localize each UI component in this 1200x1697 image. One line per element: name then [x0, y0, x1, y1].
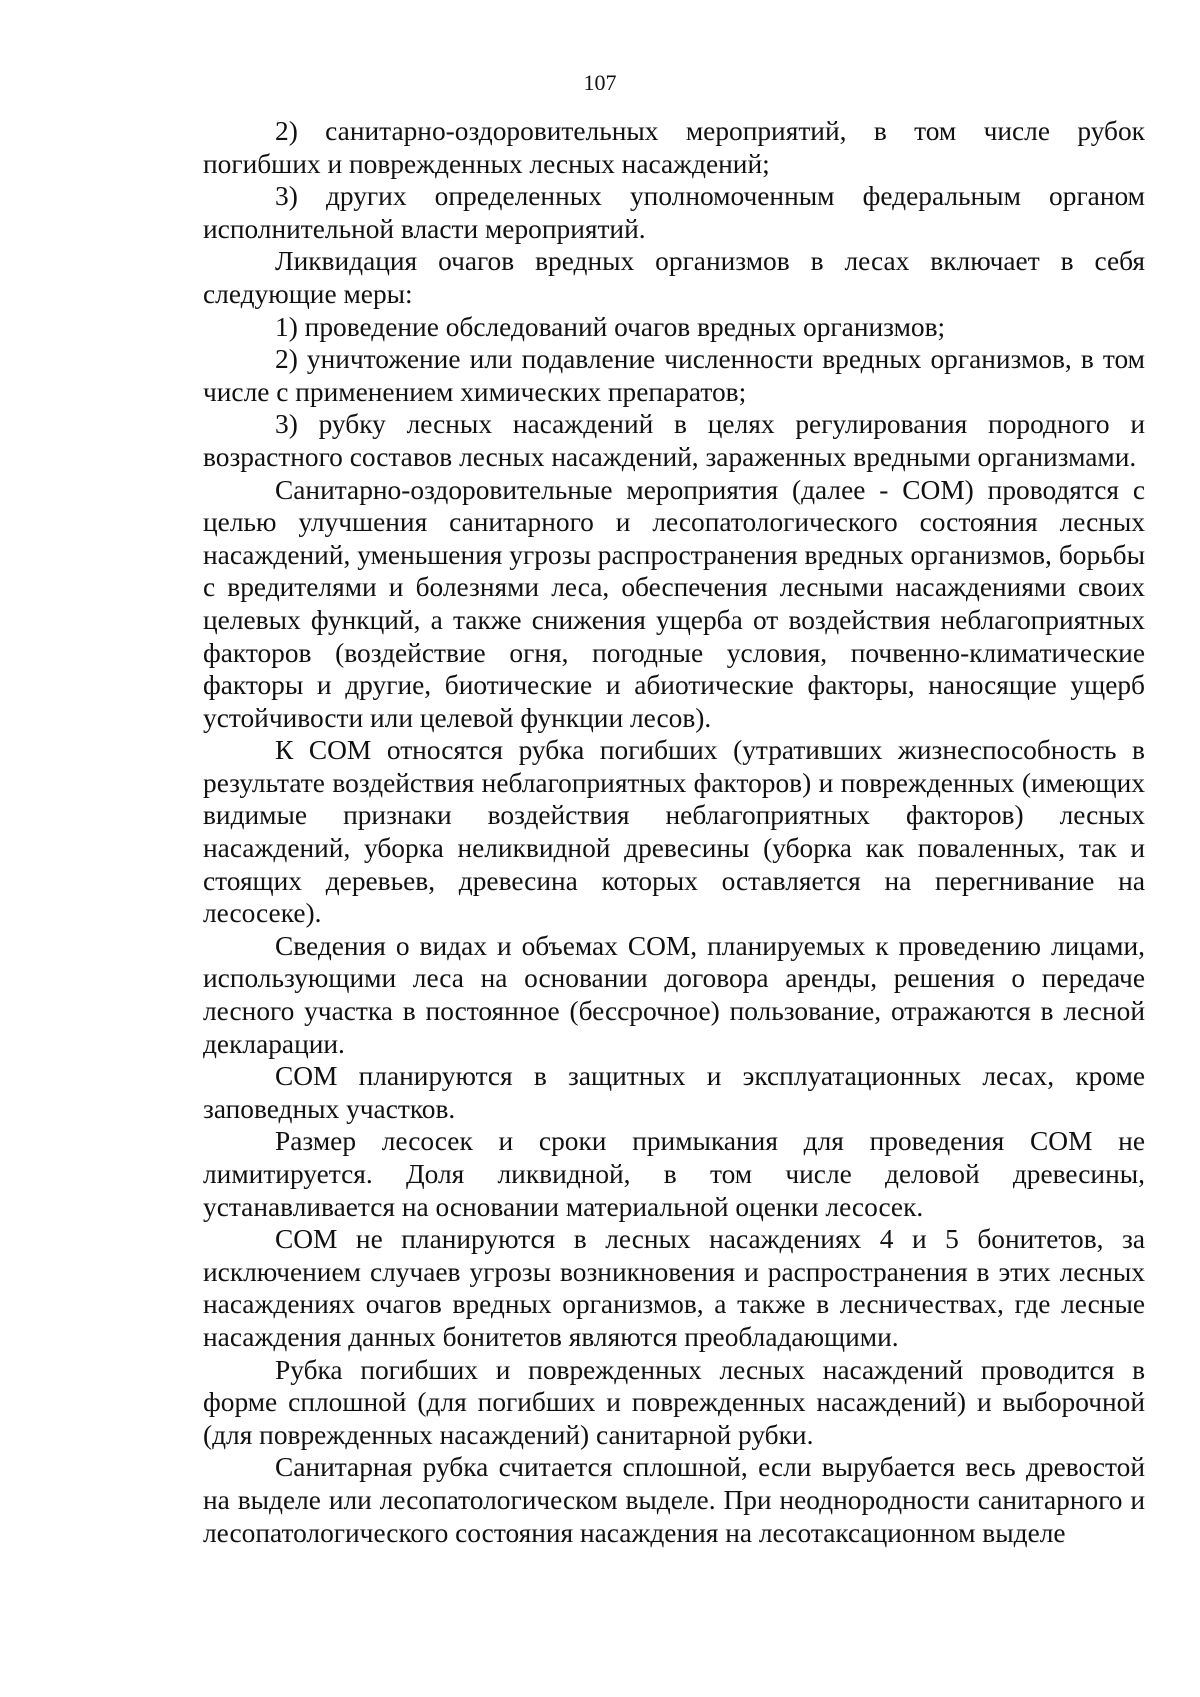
- paragraph-bonitet-exclusion: СОМ не планируются в лесных насаждениях 4 и 5 бонитетов, за исключением случаев угрозы возникновения и распространения в этих лесных насаждениях очагов вредных организмов, а также в лесничествах, где лесные насаждения данных бонитетов являются преобладающими.: [203, 1224, 1145, 1352]
- paragraph-liquidation-2: 2) уничтожение или подавление численности вредных организмов, в том числе с применением химических препаратов;: [203, 344, 1145, 407]
- paragraph-som-scope: К СОМ относятся рубка погибших (утративших жизнеспособность в результате воздействия неблагоприятных факторов) и поврежденных (имеющих видимые признаки воздействия неблагоприятных факторов) лесных насаждений, уборка неликвидной древесины (уборка как поваленных, так и стоящих деревьев, древесина которых оставляется на перегнивание на лесосеке).: [203, 735, 1145, 929]
- page-number: 107: [583, 70, 617, 95]
- paragraph-measures-2: 2) санитарно-оздоровительных мероприятий, в том числе рубок погибших и поврежденных лесных насаждений;: [203, 116, 1145, 179]
- paragraph-liquidation-intro: Ликвидация очагов вредных организмов в лесах включает в себя следующие меры:: [203, 246, 1145, 309]
- document-body: [203, 115, 1145, 1549]
- paragraph-som-declaration: Сведения о видах и объемах СОМ, планируемых к проведению лицами, использующими леса на основании договора аренды, решения о передаче лесного участка в постоянное (бессрочное) пользование, отражаются в лесной декларации.: [203, 930, 1145, 1059]
- paragraph-cutting-forms: Рубка погибших и поврежденных лесных насаждений проводится в форме сплошной (для погибших и поврежденных насаждений) и выборочной (для поврежденных насаждений) санитарной рубки.: [203, 1354, 1145, 1450]
- paragraph-measures-3: 3) других определенных уполномоченным федеральным органом исполнительной власти мероприятий.: [203, 181, 1145, 244]
- paragraph-clear-cut-definition: Санитарная рубка считается сплошной, если вырубается весь древостой на выделе или лесопатологическом выделе. При неоднородности санитарного и лесопатологического состояния насаждения на лесотаксационном выделе: [203, 1452, 1145, 1548]
- paragraph-liquidation-3: 3) рубку лесных насаждений в целях регулирования породного и возрастного составов лесных насаждений, зараженных вредными организмами.: [203, 409, 1145, 472]
- paragraph-cutting-size: Размер лесосек и сроки примыкания для проведения СОМ не лимитируется. Доля ликвидной, в том числе деловой древесины, устанавливается на основании материальной оценки лесосек.: [203, 1126, 1145, 1222]
- paragraph-som-definition: Санитарно-оздоровительные мероприятия (далее - СОМ) проводятся с целью улучшения санитарного и лесопатологического состояния лесных насаждений, уменьшения угрозы распространения вредных организмов, борьбы с вредителями и болезнями леса, обеспечения лесными насаждениями своих целевых функций, а также снижения ущерба от воздействия неблагоприятных факторов (воздействие огня, погодные условия, почвенно-климатические факторы и другие, биотические и абиотические факторы, наносящие ущерб устойчивости или целевой функции лесов).: [203, 474, 1145, 733]
- paragraph-som-planning: СОМ планируются в защитных и эксплуатационных лесах, кроме заповедных участков.: [203, 1061, 1145, 1124]
- paragraph-liquidation-1: 1) проведение обследований очагов вредных организмов;: [275, 311, 946, 342]
